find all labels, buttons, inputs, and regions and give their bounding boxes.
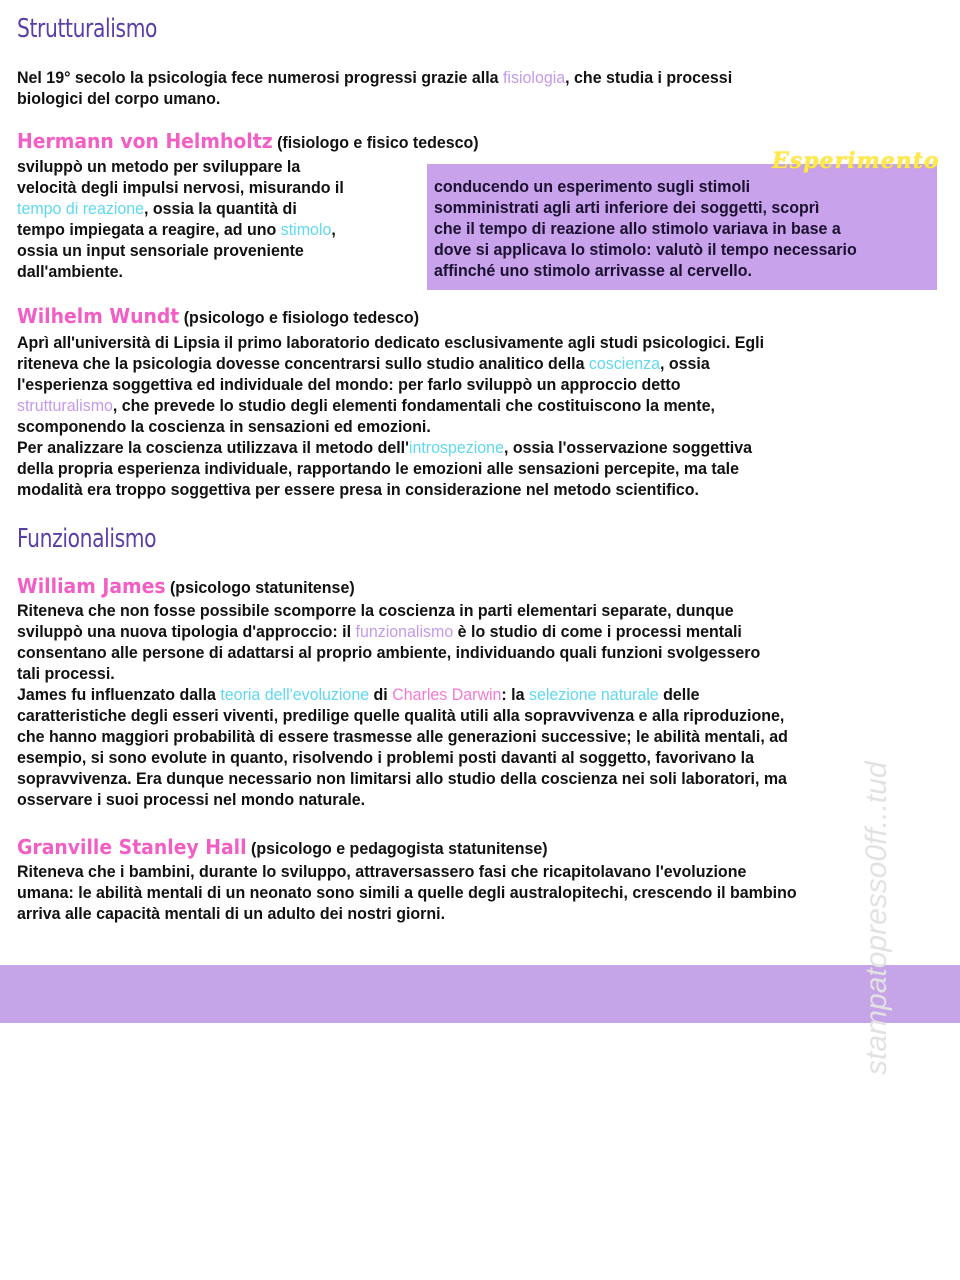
text: l'esperienza soggettiva ed individuale del mondo: per farlo sviluppò un approccio detto (17, 375, 681, 394)
term-funzionalismo: funzionalismo (355, 622, 454, 641)
text: caratteristiche degli esseri viventi, predilige quelle qualità utili alla sopravvivenza e alla riproduzione, (17, 706, 785, 725)
text: tali processi. (17, 664, 115, 683)
text: osservare i suoi processi nel mondo naturale. (17, 790, 366, 809)
text: di (369, 685, 393, 704)
term-coscienza: coscienza (588, 354, 661, 373)
term-tempo-di-reazione: tempo di reazione (17, 199, 145, 218)
person-role: (psicologo e pedagogista statunitense) (246, 839, 548, 858)
text: dove si applicava lo stimolo: valutò il tempo necessario (434, 240, 857, 259)
text: James fu influenzato dalla (17, 685, 221, 704)
person-name: William James (17, 574, 166, 598)
text: somministrati agli arti inferiore dei soggetti, scoprì (434, 198, 820, 217)
text: sopravvivenza. Era dunque necessario non limitarsi allo studio della coscienza nei soli laboratori, ma (17, 769, 787, 788)
text: dall'ambiente. (17, 262, 123, 281)
text: Nel 19° secolo la psicologia fece numerosi progressi grazie alla (17, 68, 503, 87)
text: , che studia i processi (565, 68, 733, 87)
hall-paragraph (17, 861, 797, 924)
person-role: (psicologo statunitense) (165, 578, 355, 597)
hall-heading (17, 837, 548, 859)
term-strutturalismo: strutturalismo (17, 396, 113, 415)
watermark: stampatopresso0ff...tud (860, 761, 893, 1075)
text: che il tempo di reazione allo stimolo variava in base a (434, 219, 841, 238)
text: è lo studio di come i processi mentali (453, 622, 742, 641)
experiment-text (434, 176, 857, 281)
intro-paragraph (17, 67, 732, 109)
wundt-heading (17, 306, 419, 328)
person-role: (psicologo e fisiologo tedesco) (179, 308, 420, 327)
text: Riteneva che non fosse possibile scomporre la coscienza in parti elementari separate, dunque (17, 601, 734, 620)
footer-bar (0, 965, 960, 1023)
person-name: Wilhelm Wundt (17, 304, 180, 328)
text: scomponendo la coscienza in sensazioni ed emozioni. (17, 417, 431, 436)
text: consentano alle persone di adattarsi al proprio ambiente, individuando quali funzioni svolgessero (17, 643, 761, 662)
person-name: Granville Stanley Hall (17, 835, 247, 859)
text: arriva alle capacità mentali di un adulto dei nostri giorni. (17, 904, 446, 923)
text: biologici del corpo umano. (17, 89, 221, 108)
text: umana: le abilità mentali di un neonato sono simili a quelle degli australopitechi, crescendo il bambino (17, 883, 797, 902)
person-role: (fisiologo e fisico tedesco) (272, 133, 479, 152)
text: conducendo un esperimento sugli stimoli (434, 177, 751, 196)
term-stimolo: stimolo (280, 220, 332, 239)
text: affinché uno stimolo arrivasse al cervello. (434, 261, 752, 280)
text: riteneva che la psicologia dovesse concentrarsi sullo studio analitico della (17, 354, 589, 373)
experiment-label: Esperimento (772, 148, 940, 174)
text: , ossia la quantità di (144, 199, 297, 218)
text: sviluppò un metodo per sviluppare la (17, 157, 301, 176)
text: tempo impiegata a reagire, ad uno (17, 220, 281, 239)
text: Aprì all'università di Lipsia il primo laboratorio dedicato esclusivamente agli studi psicologici. Egli (17, 333, 765, 352)
text: della propria esperienza individuale, rapportando le emozioni alle sensazioni percepite, ma tale (17, 459, 739, 478)
section-title-funzionalismo: Funzionalismo (17, 524, 157, 554)
james-paragraph (17, 600, 788, 810)
text: , ossia (660, 354, 710, 373)
wundt-paragraph (17, 332, 764, 500)
james-heading (17, 576, 355, 598)
helmholtz-heading (17, 131, 479, 153)
text: Riteneva che i bambini, durante lo sviluppo, attraversassero fasi che ricapitolavano l'evoluzione (17, 862, 747, 881)
text: sviluppò una nuova tipologia d'approccio: il (17, 622, 356, 641)
text: modalità era troppo soggettiva per essere presa in considerazione nel metodo scientifico. (17, 480, 699, 499)
person-name: Hermann von Helmholtz (17, 129, 273, 153)
text: velocità degli impulsi nervosi, misurando il (17, 178, 344, 197)
term-teoria-evoluzione: teoria dell'evoluzione (220, 685, 370, 704)
term-fisiologia: fisiologia (502, 68, 566, 87)
text: che hanno maggiori probabilità di essere trasmesse alle generazioni successive; le abilità mentali, ad (17, 727, 788, 746)
term-introspezione: introspezione (408, 438, 504, 457)
term-charles-darwin: Charles Darwin (392, 685, 502, 704)
text: : la (501, 685, 529, 704)
text: ossia un input sensoriale proveniente (17, 241, 304, 260)
text: esempio, si sono evolute in quanto, risolvendo i problemi posti davanti al soggetto, favorivano la (17, 748, 754, 767)
text: , che prevede lo studio degli elementi fondamentali che costituiscono la mente, (112, 396, 715, 415)
text: , ossia l'osservazione soggettiva (503, 438, 753, 457)
text: delle (658, 685, 700, 704)
text: , (331, 220, 336, 239)
section-title-strutturalismo: Strutturalismo (17, 14, 158, 44)
term-selezione-naturale: selezione naturale (528, 685, 659, 704)
helmholtz-paragraph (17, 156, 344, 282)
text: Per analizzare la coscienza utilizzava il metodo dell' (17, 438, 409, 457)
